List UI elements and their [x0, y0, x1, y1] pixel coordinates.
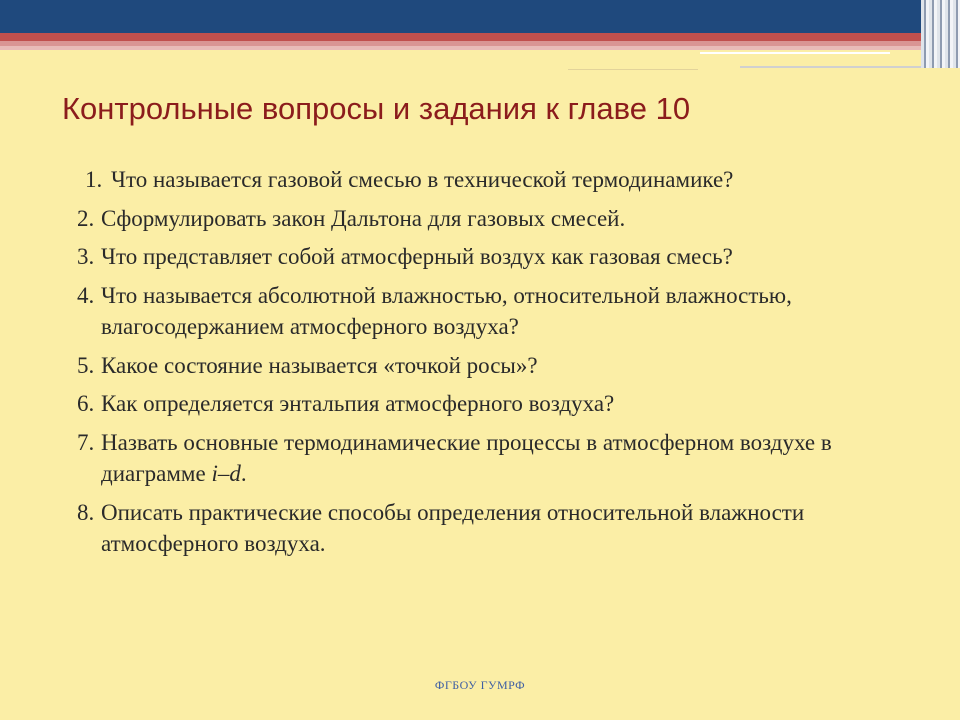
question-text: Какое состояние называется «точкой росы»? — [101, 352, 538, 378]
footer-label: ФГБОУ ГУМРФ — [434, 678, 526, 692]
decorative-stripes — [921, 0, 960, 68]
question-item — [74, 497, 904, 560]
header-band — [0, 0, 960, 33]
decorative-line — [740, 66, 945, 68]
accent-band — [0, 33, 960, 41]
slide-title: Контрольные вопросы и задания к главе 10 — [62, 91, 691, 126]
question-number: 2. — [77, 205, 95, 231]
decorative-line — [568, 69, 698, 70]
decorative-line — [700, 52, 890, 54]
question-item — [74, 388, 904, 420]
question-item — [74, 241, 904, 273]
question-number: 6. — [77, 391, 95, 416]
question-item — [74, 203, 904, 235]
question-text: Что называется газовой смесью в технической термодинамике? — [111, 167, 734, 192]
question-number: 8. — [77, 499, 95, 525]
question-text-end: . — [240, 461, 247, 486]
accent-band-lighter — [0, 46, 960, 50]
question-item — [74, 280, 904, 343]
question-number: 3. — [77, 244, 95, 269]
question-text: Описать практические способы определения относительной влажности атмосферного воздуха. — [101, 499, 805, 556]
question-item — [74, 350, 904, 382]
questions-list — [74, 164, 904, 567]
question-text — [101, 430, 832, 487]
question-number: 5. — [77, 352, 95, 378]
question-number: 4. — [77, 282, 95, 308]
diagram-label: i–d — [211, 461, 241, 486]
question-text: Что представляет собой атмосферный воздух как газовая смесь? — [101, 244, 733, 269]
question-text: Что называется абсолютной влажностью, относительной влажностью, влагосодержанием атмосферного воздуха? — [101, 282, 792, 339]
question-number: 1. — [85, 167, 103, 192]
question-text-main: Назвать основные термодинамические процессы в атмосферном воздухе в диаграмме — [101, 429, 832, 486]
question-text: Сформулировать закон Дальтона для газовых смесей. — [101, 205, 626, 231]
question-number: 7. — [77, 429, 95, 455]
question-item — [74, 427, 904, 490]
question-item — [74, 164, 904, 196]
question-text: Как определяется энтальпия атмосферного воздуха? — [101, 391, 615, 416]
